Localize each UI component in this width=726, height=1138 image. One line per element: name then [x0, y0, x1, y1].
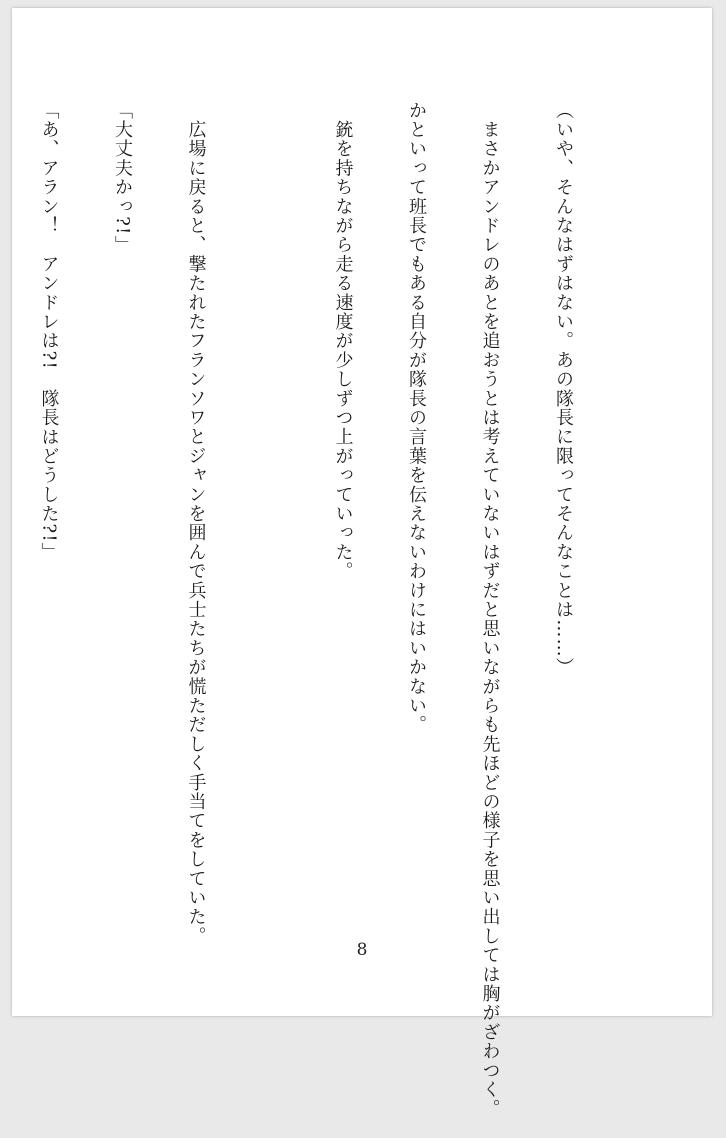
text-line-6: 広場に戻ると、撃たれたフランソワとジャンを囲んで兵士たちが慌ただしく手当てをしていた。 — [185, 101, 207, 946]
text-line-blank — [257, 101, 282, 901]
text-line-4: 銃を持ちながら走る速度が少しずつ上がっていった。 — [332, 101, 354, 581]
vertical-body-text — [0, 101, 624, 1119]
text-line-2: まさかアンドレのあとを追おうとは考えていないはずだと思いながらも先ほどの様子を思い出しては胸がざわつく。 — [479, 101, 501, 1119]
page-number: 8 — [356, 940, 368, 960]
text-line-3: かといって班長でもある自分が隊長の言葉を伝えないわけにはいかない。 — [406, 101, 427, 735]
book-page — [12, 8, 712, 1119]
text-line-1: （いや、そんなはずはない。あの隊長に限ってそんなことは……） — [553, 101, 574, 677]
text-line-7: 「大丈夫かっ?!」 — [112, 101, 133, 255]
text-line-8: 「あ、アラン！ アンドレは?! 隊長はどうした?!」 — [38, 101, 60, 562]
